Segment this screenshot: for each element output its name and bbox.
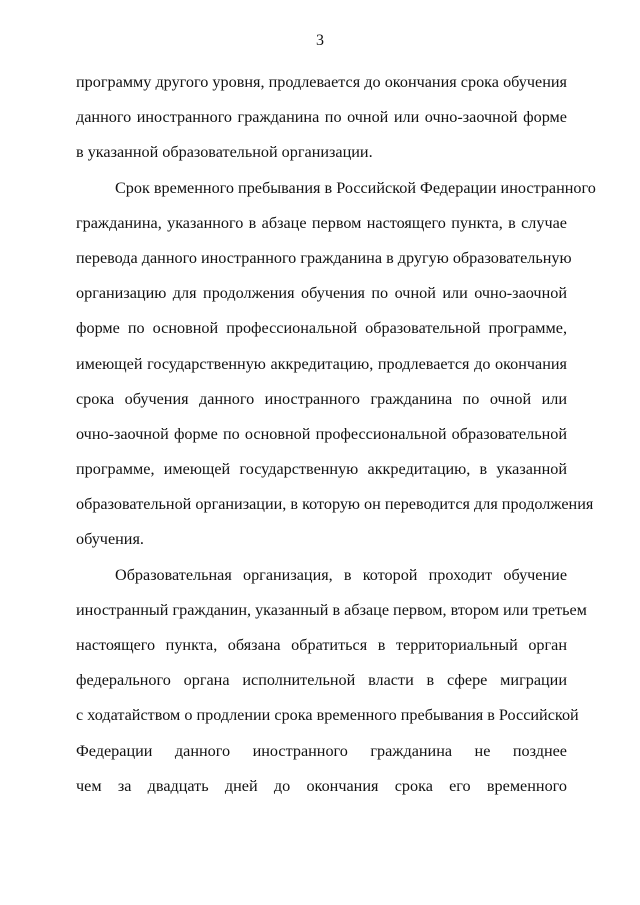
text-line: срока обучения данного иностранного гражданина по очной или	[76, 389, 567, 408]
text-line: с ходатайством о продлении срока временного пребывания в Российской	[76, 706, 579, 725]
text-line: в указанной образовательной организации.	[76, 143, 373, 162]
text-line: имеющей государственную аккредитацию, продлевается до окончания	[76, 354, 567, 373]
text-line: программе, имеющей государственную аккредитацию, в указанной	[76, 460, 567, 479]
text-line: гражданина, указанного в абзаце первом настоящего пункта, в случае	[76, 213, 567, 232]
text-line: образовательной организации, в которую он переводится для продолжения	[76, 495, 594, 514]
paragraph	[76, 177, 596, 564]
text-line: Срок временного пребывания в Российской Федерации иностранного	[115, 178, 596, 197]
text-line: перевода данного иностранного гражданина в другую образовательную	[76, 248, 572, 267]
text-line: федерального органа исполнительной власти в сфере миграции	[76, 671, 567, 690]
text-line: настоящего пункта, обязана обратиться в территориальный орган	[76, 636, 567, 654]
document-body	[76, 71, 596, 810]
text-line: программу другого уровня, продлевается до окончания срока обучения	[76, 73, 567, 91]
text-line: Федерации данного иностранного гражданина не позднее	[76, 741, 567, 760]
text-line: данного иностранного гражданина по очной или очно-заочной форме	[76, 108, 567, 127]
text-line: форме по основной профессиональной образовательной программе,	[76, 319, 567, 338]
page-number: 3	[316, 32, 324, 49]
text-line: чем за двадцать дней до окончания срока его временного	[76, 776, 567, 795]
text-line: Образовательная организация, в которой проходит обучение	[115, 565, 567, 584]
paragraph	[76, 71, 567, 177]
text-line: организацию для продолжения обучения по очной или очно-заочной	[76, 284, 567, 303]
text-line: обучения.	[76, 530, 144, 549]
text-line: иностранный гражданин, указанный в абзаце первом, втором или третьем	[76, 600, 587, 619]
paragraph	[76, 564, 587, 810]
text-line: очно-заочной форме по основной профессиональной образовательной	[76, 424, 567, 443]
